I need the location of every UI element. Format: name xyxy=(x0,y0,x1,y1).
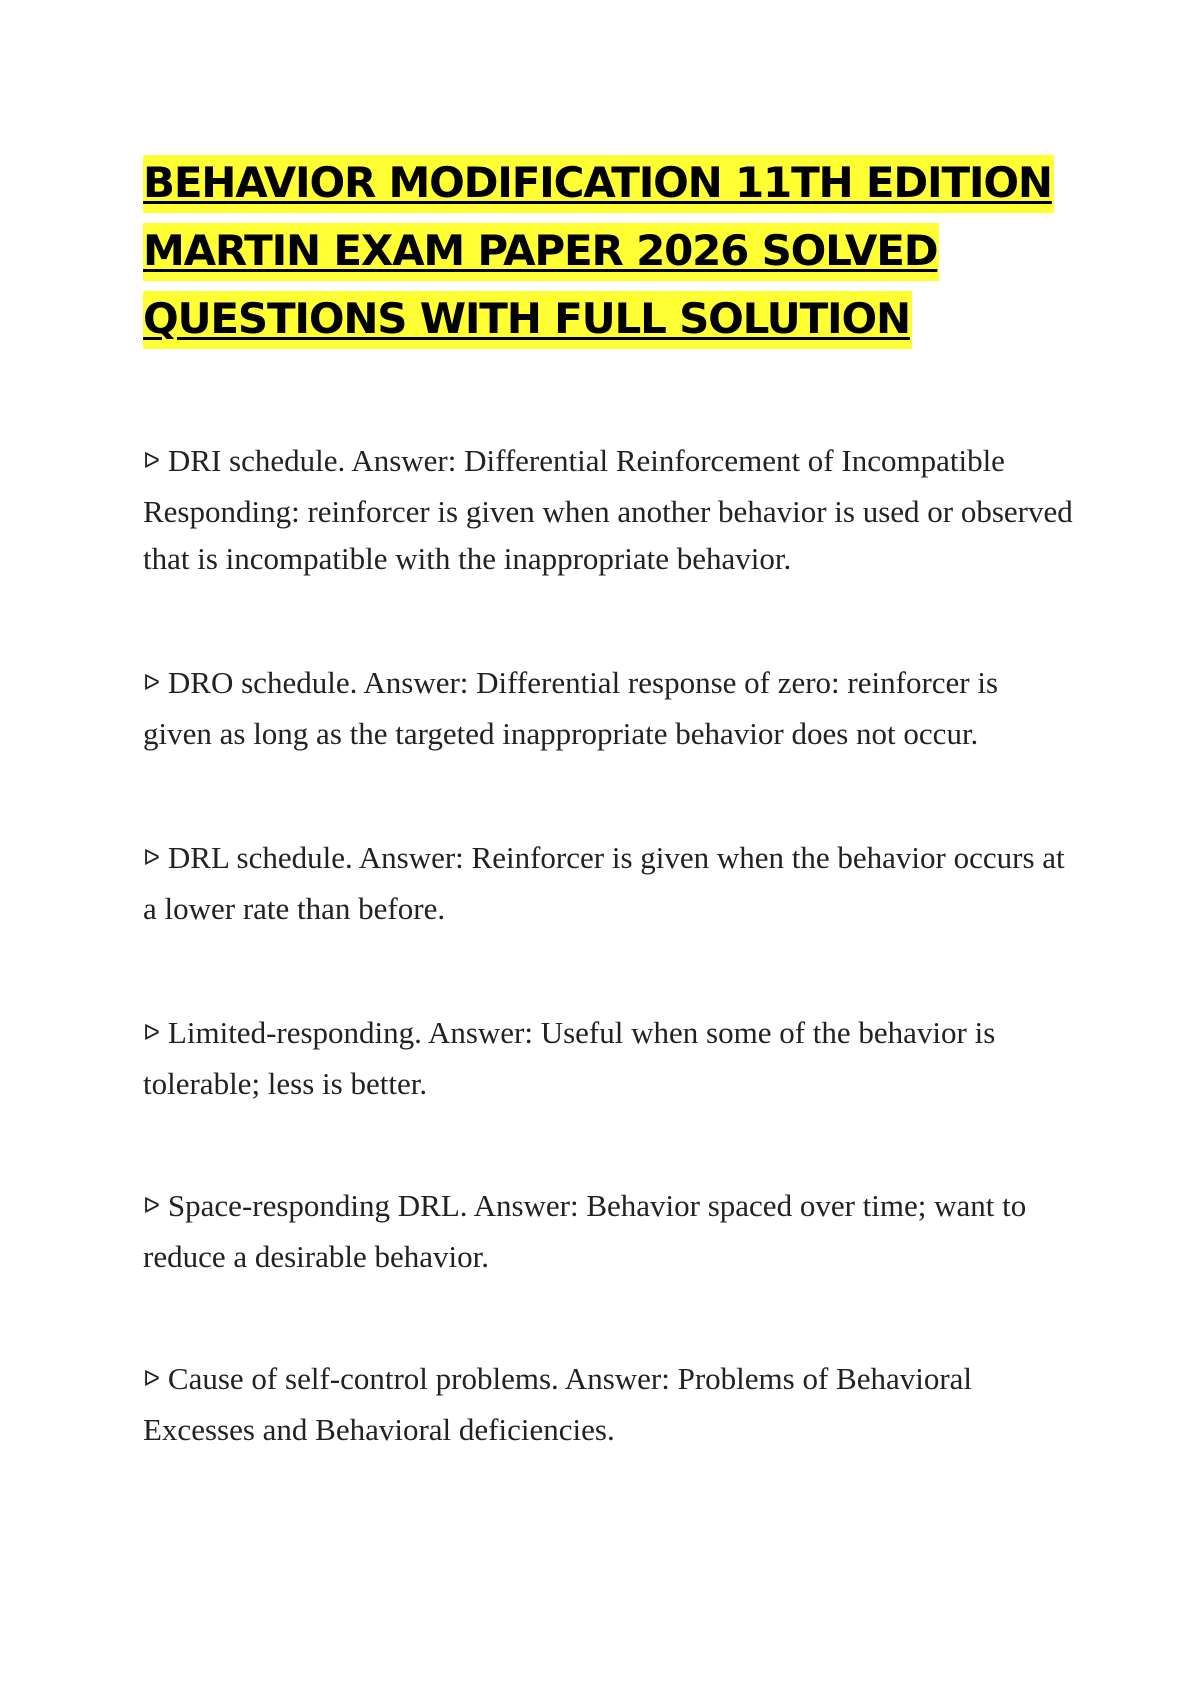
qa-item-drl xyxy=(143,834,1073,932)
document-title xyxy=(143,155,1073,359)
qa-item-text: Limited-responding. Answer: Useful when some of the behavior is tolerable; less is better. xyxy=(143,1015,996,1101)
outlined-triangle-arrow-icon: ᐅ xyxy=(143,449,160,474)
qa-item-space-responding xyxy=(143,1182,1073,1280)
outlined-triangle-arrow-icon: ᐅ xyxy=(143,671,160,696)
qa-item-text: Cause of self-control problems. Answer: Problems of Behavioral Excesses and Behavioral deficiencies. xyxy=(143,1361,973,1447)
qa-item-text: Space-responding DRL. Answer: Behavior spaced over time; want to reduce a desirable behavior. xyxy=(143,1188,1027,1274)
qa-item-text: DRO schedule. Answer: Differential response of zero: reinforcer is given as long as the targeted inappropriate behavior does not occur. xyxy=(143,665,999,751)
title-line-3: QUESTIONS WITH FULL SOLUTION xyxy=(143,291,912,349)
qa-item-text: DRL schedule. Answer: Reinforcer is given when the behavior occurs at a lower rate than before. xyxy=(143,840,1065,926)
outlined-triangle-arrow-icon: ᐅ xyxy=(143,1367,160,1392)
qa-item-dro xyxy=(143,659,1073,757)
title-line-2: MARTIN EXAM PAPER 2026 SOLVED xyxy=(143,223,939,281)
outlined-triangle-arrow-icon: ᐅ xyxy=(143,846,160,871)
qa-item-dri xyxy=(143,437,1073,582)
qa-item-self-control xyxy=(143,1355,1073,1453)
outlined-triangle-arrow-icon: ᐅ xyxy=(143,1021,160,1046)
qa-item-limited-responding xyxy=(143,1009,1073,1107)
outlined-triangle-arrow-icon: ᐅ xyxy=(143,1194,160,1219)
qa-item-text: DRI schedule. Answer: Differential Reinforcement of Incompatible Responding: reinforcer is given when another behavior is used or observed that is incompatible with the inappropriate behavior. xyxy=(143,443,1073,576)
title-line-1: BEHAVIOR MODIFICATION 11TH EDITION xyxy=(143,155,1054,213)
